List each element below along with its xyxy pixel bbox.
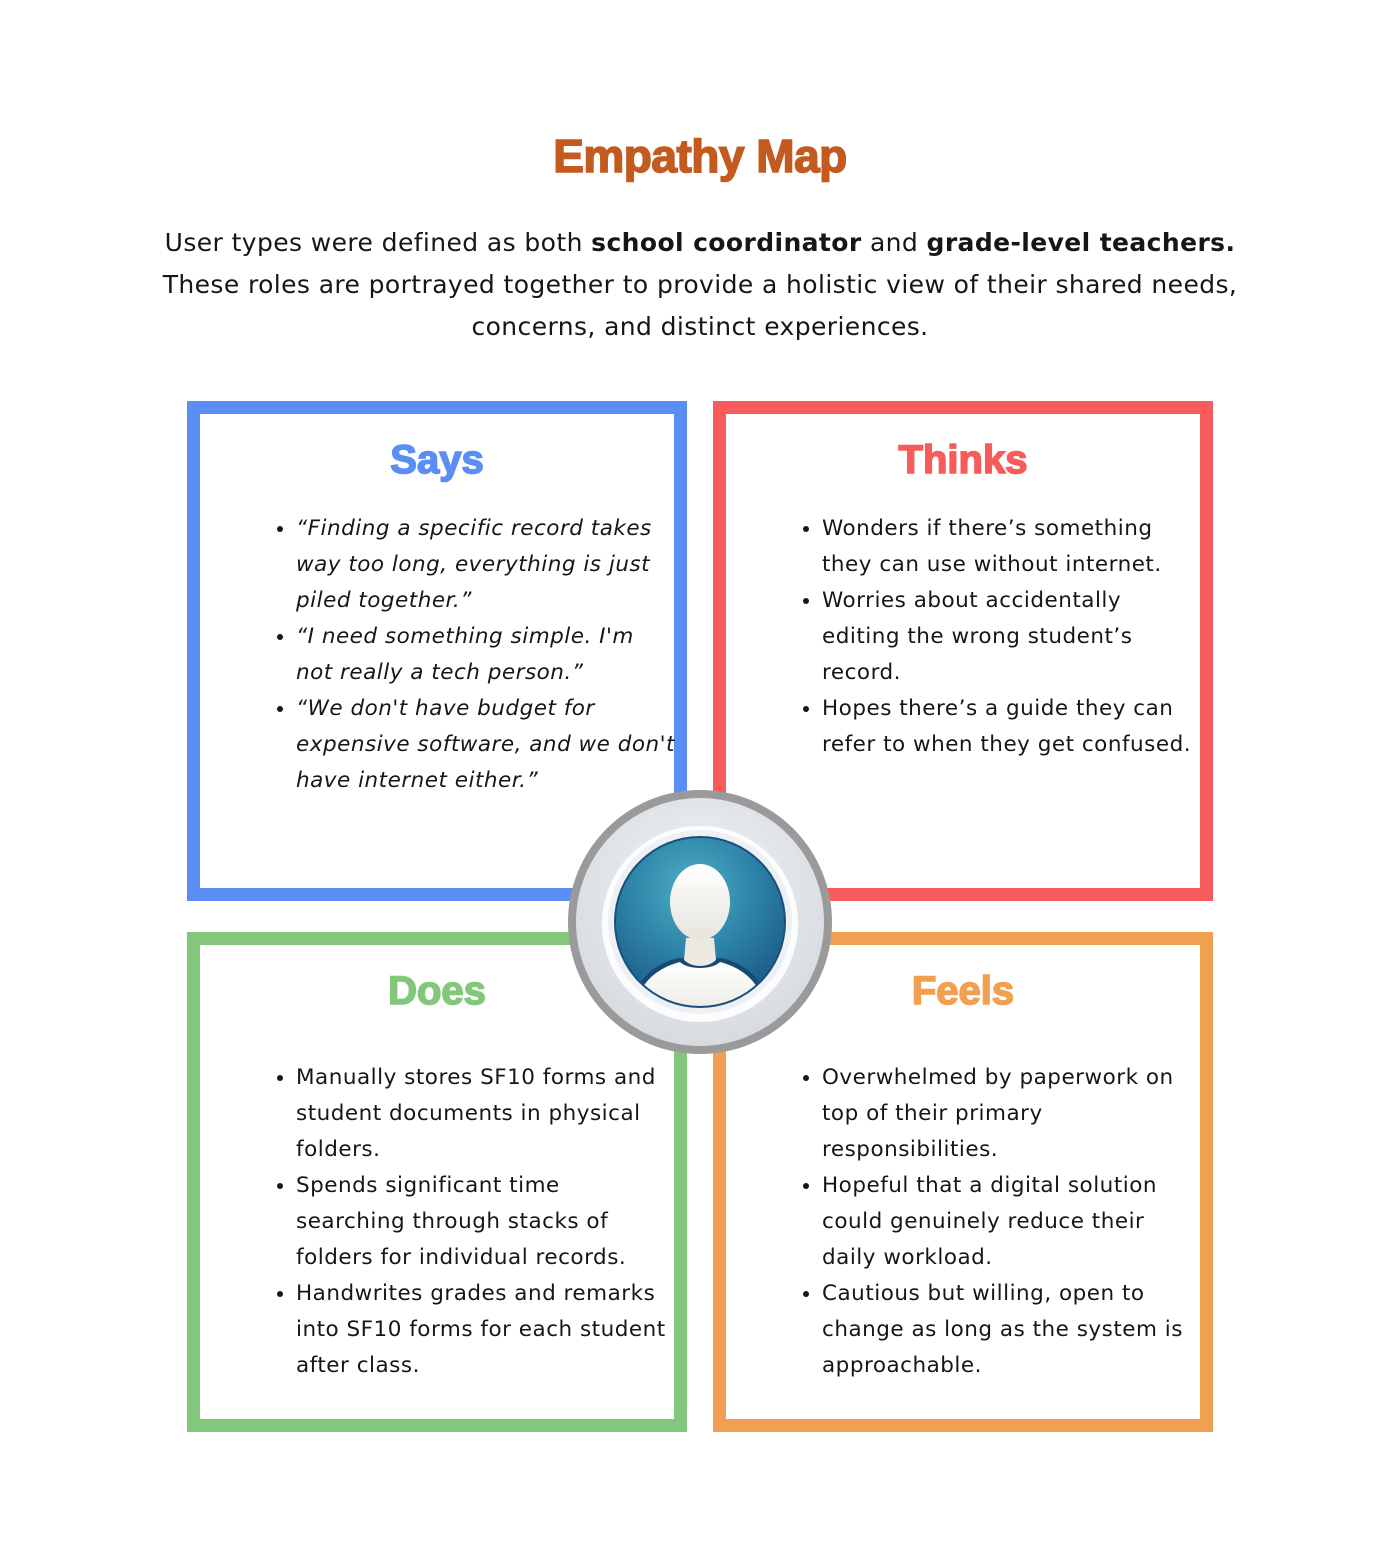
intro-bold-teachers: grade-level teachers. — [926, 228, 1236, 257]
feels-item: • Hopeful that a digital solution could genuinely reduce their daily workload. — [822, 1168, 1202, 1276]
intro-bold-coordinator: school coordinator — [591, 228, 862, 257]
does-item: • Spends significant time searching through stacks of folders for individual records. — [296, 1168, 676, 1276]
user-avatar-icon — [568, 790, 832, 1054]
feels-item: • Cautious but willing, open to change as long as the system is approachable. — [822, 1276, 1202, 1384]
says-list — [258, 511, 676, 799]
says-item: • “Finding a specific record takes way too long, everything is just piled together.” — [296, 511, 676, 619]
intro-text: and — [861, 228, 927, 257]
intro-text: These roles are portrayed together to provide a holistic view of their shared needs, concerns, and distinct experiences. — [162, 270, 1238, 341]
thinks-item: • Wonders if there’s something they can use without internet. — [822, 511, 1202, 583]
page-title: Empathy Map — [553, 130, 847, 182]
thinks-item: • Hopes there’s a guide they can refer to when they get confused. — [822, 691, 1202, 763]
does-list — [258, 1060, 676, 1384]
feels-title: Feels — [911, 969, 1015, 1013]
does-item: • Manually stores SF10 forms and student documents in physical folders. — [296, 1060, 676, 1168]
does-title: Does — [388, 969, 486, 1013]
says-item: • “We don't have budget for expensive software, and we don't have internet either.” — [296, 691, 676, 799]
feels-item: • Overwhelmed by paperwork on top of their primary responsibilities. — [822, 1060, 1202, 1168]
feels-list — [784, 1060, 1202, 1384]
intro-text: User types were defined as both — [164, 228, 592, 257]
intro-paragraph — [100, 222, 1300, 348]
thinks-item: • Worries about accidentally editing the wrong student’s record. — [822, 583, 1202, 691]
thinks-list — [784, 511, 1202, 763]
does-item: • Handwrites grades and remarks into SF10 forms for each student after class. — [296, 1276, 676, 1384]
thinks-title: Thinks — [898, 438, 1028, 482]
says-item: • “I need something simple. I'm not really a tech person.” — [296, 619, 676, 691]
says-title: Says — [390, 438, 484, 482]
